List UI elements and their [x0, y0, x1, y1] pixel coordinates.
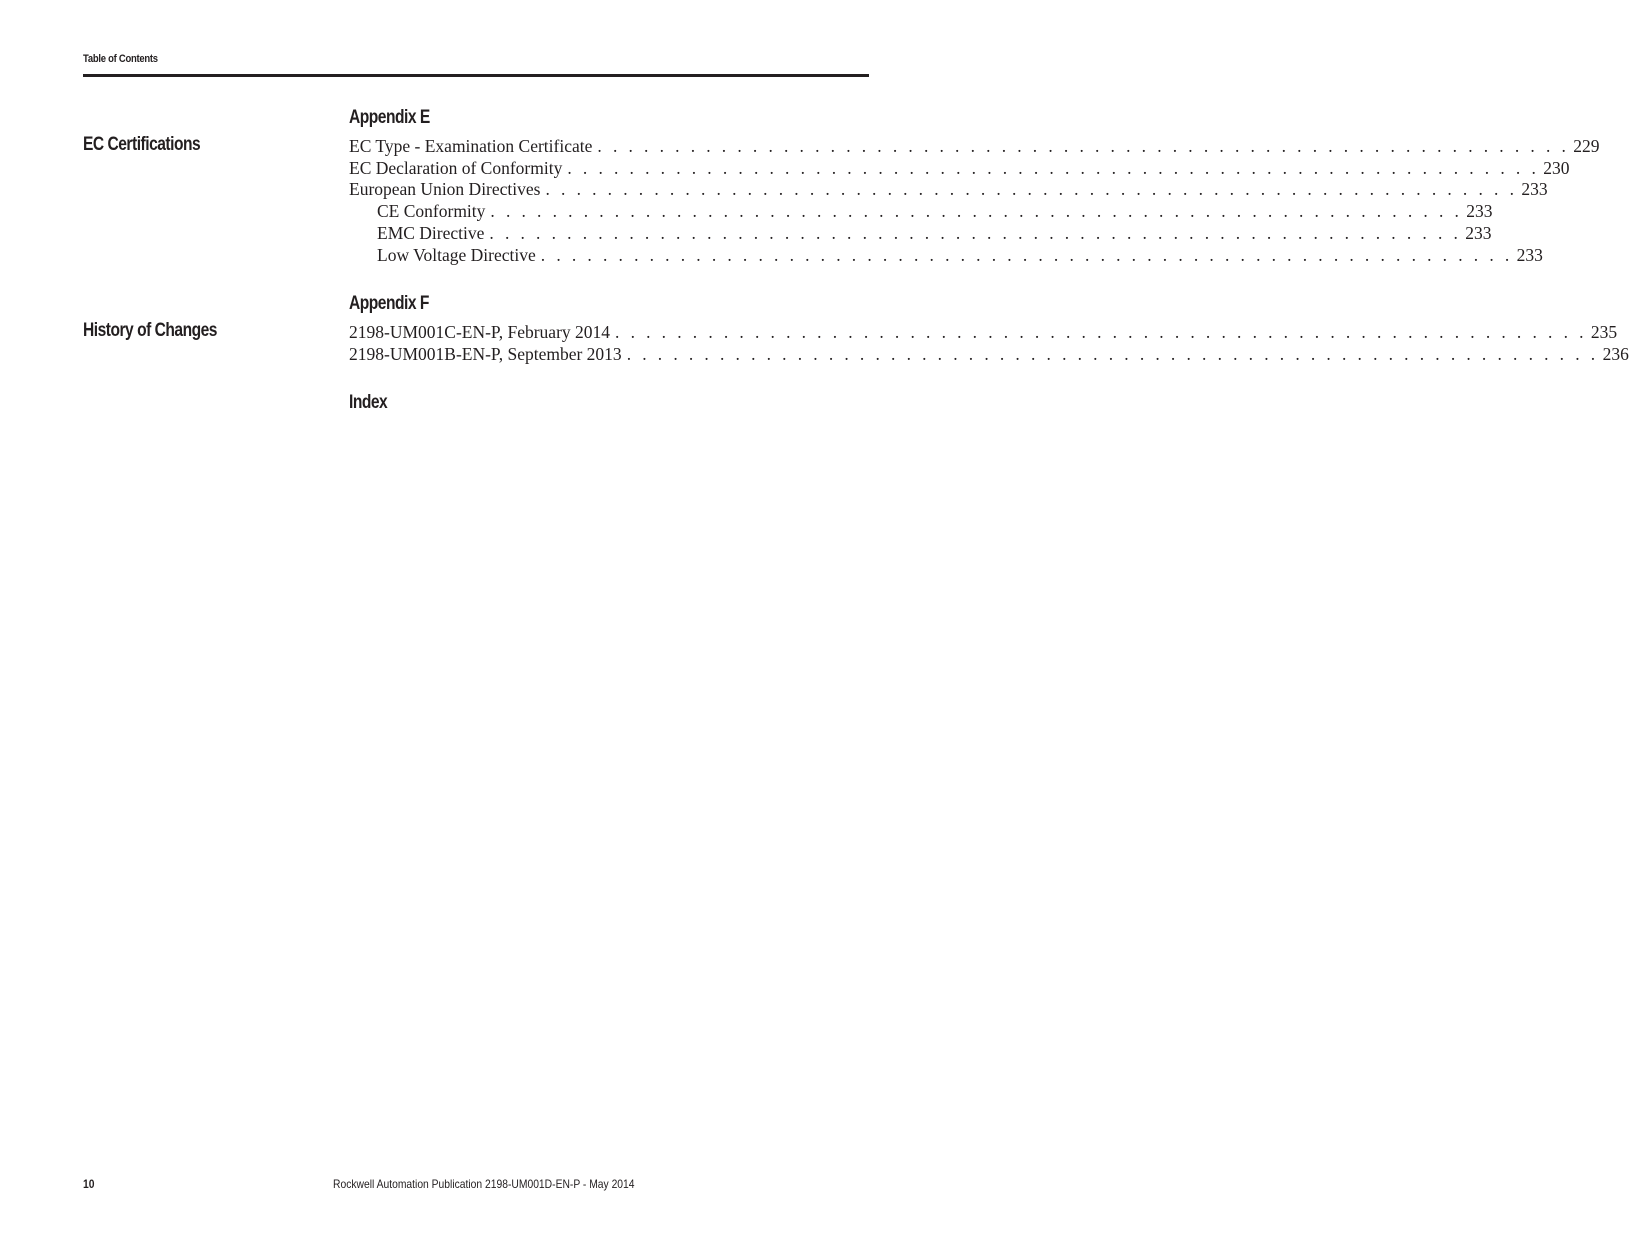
- toc-entry-title: EC Declaration of Conformity: [349, 158, 563, 178]
- toc-entry-title: 2198-UM001B-EN-P, September 2013: [349, 344, 622, 364]
- toc-entry-page: 233: [1521, 179, 1548, 199]
- toc-entry[interactable]: [349, 136, 1600, 158]
- toc-entry-page: 233: [1465, 223, 1492, 243]
- chapter-title-history-of-changes: History of Changes: [83, 320, 217, 341]
- dot-leader: . . . . . . . . . . . . . . . . . . . . . . . . . . . . . . . . . . . . . . . . . . . . . . . . . . . . . . . . . . . . . . .: [490, 201, 1463, 221]
- toc-entry-page: 229: [1573, 136, 1600, 156]
- appendix-f-label: Appendix F: [349, 293, 429, 314]
- dot-leader: . . . . . . . . . . . . . . . . . . . . . . . . . . . . . . . . . . . . . . . . . . . . . . . . . . . . . . . . . . . . . . .: [615, 322, 1587, 342]
- toc-entry[interactable]: [377, 245, 1543, 267]
- toc-entry[interactable]: [377, 223, 1492, 245]
- dot-leader: . . . . . . . . . . . . . . . . . . . . . . . . . . . . . . . . . . . . . . . . . . . . . . . . . . . . . . . . . . . . . . .: [567, 158, 1540, 178]
- toc-entry[interactable]: [349, 322, 1618, 344]
- appendix-e-label: Appendix E: [349, 107, 430, 128]
- toc-entry-page: 230: [1543, 158, 1570, 178]
- toc-entry-title: EC Type - Examination Certificate: [349, 136, 593, 156]
- toc-entry[interactable]: [377, 201, 1493, 223]
- dot-leader: . . . . . . . . . . . . . . . . . . . . . . . . . . . . . . . . . . . . . . . . . . . . . . . . . . . . . . . . . . . . . . .: [626, 344, 1599, 364]
- toc-entry-title: EMC Directive: [377, 223, 485, 243]
- toc-entry[interactable]: [349, 344, 1629, 366]
- chapter-title-ec-certifications: EC Certifications: [83, 134, 201, 155]
- toc-entry-title: Low Voltage Directive: [377, 245, 536, 265]
- footer-page-number: 10: [83, 1177, 95, 1191]
- toc-entry-page: 236: [1602, 344, 1629, 364]
- dot-leader: . . . . . . . . . . . . . . . . . . . . . . . . . . . . . . . . . . . . . . . . . . . . . . . . . . . . . . . . . . . . . . .: [489, 223, 1462, 243]
- dot-leader: . . . . . . . . . . . . . . . . . . . . . . . . . . . . . . . . . . . . . . . . . . . . . . . . . . . . . . . . . . . . . . .: [545, 179, 1518, 199]
- toc-entry[interactable]: [349, 179, 1548, 201]
- dot-leader: . . . . . . . . . . . . . . . . . . . . . . . . . . . . . . . . . . . . . . . . . . . . . . . . . . . . . . . . . . . . . . .: [597, 136, 1570, 156]
- running-head: Table of Contents: [83, 53, 158, 65]
- toc-entry-title: European Union Directives: [349, 179, 541, 199]
- toc-entry-title: CE Conformity: [377, 201, 486, 221]
- footer-publication: Rockwell Automation Publication 2198-UM001D-EN-P - May 2014: [333, 1177, 635, 1191]
- toc-entry[interactable]: [349, 158, 1570, 180]
- toc-entry-page: 233: [1516, 245, 1543, 265]
- header-rule: [83, 74, 869, 77]
- toc-entry-page: 233: [1466, 201, 1493, 221]
- toc-entry-page: 235: [1590, 322, 1618, 342]
- toc-entry-title: 2198-UM001C-EN-P, February 2014: [349, 322, 611, 342]
- index-label[interactable]: Index: [349, 392, 388, 413]
- dot-leader: . . . . . . . . . . . . . . . . . . . . . . . . . . . . . . . . . . . . . . . . . . . . . . . . . . . . . . . . . . . . . . .: [540, 245, 1513, 265]
